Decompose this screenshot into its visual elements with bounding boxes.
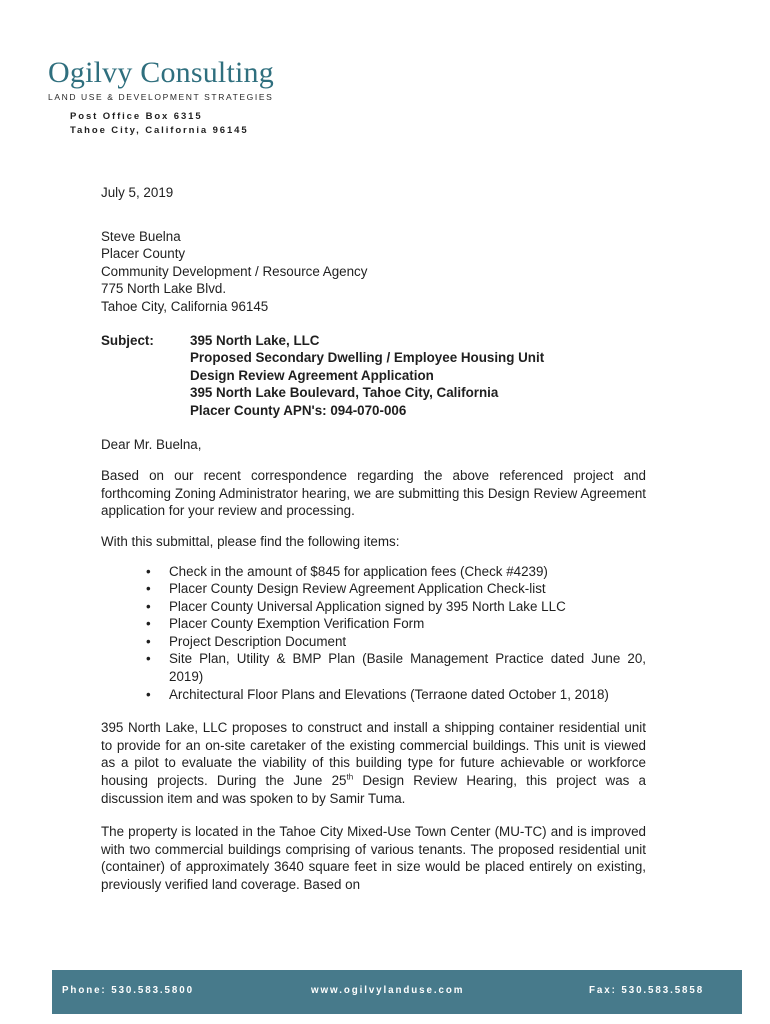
ordinal-suffix: th (346, 772, 354, 782)
list-item (146, 563, 646, 581)
list-item-text: Architectural Floor Plans and Elevations (Terraone dated October 1, 2018) (169, 686, 609, 702)
company-logo: Ogilvy Consulting (48, 56, 274, 89)
subject-block (101, 332, 646, 420)
list-item-text: Project Description Document (169, 633, 347, 649)
recipient-line: Placer County (101, 246, 186, 262)
recipient-line: Community Development / Resource Agency (101, 263, 368, 279)
list-item-text: Check in the amount of $845 for application fees (Check #4239) (169, 563, 548, 579)
footer-phone: Phone: 530.583.5800 (62, 985, 194, 996)
footer-fax: Fax: 530.583.5858 (589, 985, 705, 996)
list-item (146, 598, 646, 616)
subject-line: 395 North Lake Boulevard, Tahoe City, California (190, 385, 499, 401)
bullet-icon: • (146, 581, 151, 597)
po-box: Post Office Box 6315 (70, 111, 203, 122)
list-item (146, 580, 646, 598)
list-item (146, 650, 646, 685)
footer-bar (52, 970, 742, 1014)
company-city: Tahoe City, California 96145 (70, 125, 249, 136)
bullet-icon: • (146, 563, 151, 579)
recipient-address (101, 228, 646, 316)
list-item-text: Placer County Universal Application signed by 395 North Lake LLC (169, 598, 566, 614)
company-tagline: LAND USE & DEVELOPMENT STRATEGIES (48, 92, 274, 102)
items-intro: With this submittal, please find the following items: (101, 533, 400, 549)
list-item-text: Placer County Exemption Verification Form (169, 616, 425, 632)
list-item (146, 686, 646, 704)
recipient-line: Steve Buelna (101, 228, 181, 244)
bullet-icon: • (146, 633, 151, 649)
paragraph-proposal (101, 719, 646, 807)
proposal-text: 395 North Lake, LLC proposes to construct and install a shipping container residential unit to provide for an on-site caretaker of the existing commercial buildings. This unit is viewed as a pilot to evaluate the viability of this building type for future achievable or workforce housing projects. During the June 25 (101, 720, 646, 789)
proposal-text-cont: Design Review Hearing, this project was a discussion item and was spoken to by Samir Tuma. (101, 773, 646, 806)
submittal-list (101, 563, 646, 704)
footer-website: www.ogilvylanduse.com (311, 985, 465, 996)
bullet-icon: • (146, 651, 151, 667)
recipient-line: Tahoe City, California 96145 (101, 298, 269, 314)
letter-body (101, 184, 646, 894)
subject-line: 395 North Lake, LLC (190, 332, 320, 348)
recipient-line: 775 North Lake Blvd. (101, 281, 227, 297)
subject-line: Design Review Agreement Application (190, 367, 434, 383)
bullet-icon: • (146, 616, 151, 632)
bullet-icon: • (146, 598, 151, 614)
bullet-icon: • (146, 686, 151, 702)
list-item-text: Placer County Design Review Agreement Application Check-list (169, 581, 546, 597)
list-item (146, 633, 646, 651)
subject-label: Subject: (101, 332, 154, 348)
letter-date: July 5, 2019 (101, 185, 174, 200)
letterhead (48, 56, 274, 138)
company-address (70, 110, 274, 138)
paragraph-property: The property is located in the Tahoe City Mixed-Use Town Center (MU-TC) and is improved with two commercial buildings comprising of various tenants. The proposed residential unit (container) of approximately 3640 square feet in size would be placed entirely on existing, previously verified land coverage. Based on (101, 824, 646, 892)
list-item-text: Site Plan, Utility & BMP Plan (Basile Management Practice dated June 20, 2019) (169, 651, 646, 685)
subject-line: Proposed Secondary Dwelling / Employee Housing Unit (190, 350, 545, 366)
paragraph-submission: Based on our recent correspondence regarding the above referenced project and forthcoming Zoning Administrator hearing, we are submitting this Design Review Agreement application for your review and processing. (101, 468, 646, 519)
subject-lines (190, 332, 544, 420)
subject-line: Placer County APN's: 094-070-006 (190, 402, 407, 418)
salutation: Dear Mr. Buelna, (101, 436, 202, 452)
list-item (146, 615, 646, 633)
